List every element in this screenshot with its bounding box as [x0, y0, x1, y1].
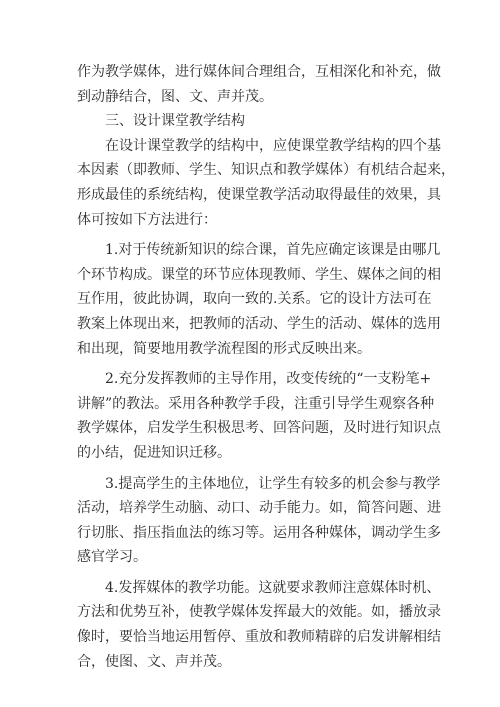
list-item-3	[77, 472, 441, 570]
text-line: 在设计课堂教学的结构中，应使课堂教学结构的四个基	[105, 137, 441, 154]
text-line: 2.充分发挥教师的主导作用，改变传统的“一支粉笔+	[105, 371, 432, 388]
text-line: 活动，培养学生动脑、动口、动手能力。如，简答问题、进	[77, 500, 441, 517]
text-line: 教案上体现出来，把教师的活动、学生的活动、媒体的选用	[77, 315, 441, 332]
text-line: 本因素（即教师、学生、知识点和教学媒体）有机结合起来，	[77, 162, 455, 179]
text-line: 到动静结合，图、文、声并茂。	[77, 88, 273, 105]
text-line: 3.提高学生的主体地位，让学生有较多的机会参与教学	[105, 475, 441, 492]
list-item-2	[77, 367, 441, 465]
structure-paragraph	[77, 134, 455, 232]
text-line: 方法和优势互补，使教学媒体发挥最大的效能。如，播放录	[77, 604, 441, 621]
text-line: 的小结，促进知识迁移。	[77, 444, 231, 461]
section-heading	[77, 109, 427, 134]
list-item-4	[77, 576, 441, 674]
text-line: 合，使图、文、声并茂。	[77, 653, 231, 670]
section-heading-text: 三、设计课堂教学结构	[105, 113, 245, 130]
text-line: 1.对于传统新知识的综合课，首先应确定该课是由哪几	[105, 242, 441, 259]
text-line: 个环节构成。课堂的环节应体现教师、学生、媒体之间的相	[77, 266, 441, 283]
text-line: 4.发挥媒体的教学功能。这就要求教师注意媒体时机、	[105, 579, 441, 596]
text-line: 像时，要恰当地运用暂停、重放和教师精辟的启发讲解相结	[77, 629, 441, 646]
text-line: 和出现，简要地用教学流程图的形式反映出来。	[77, 340, 371, 357]
intro-paragraph	[77, 60, 441, 109]
text-line: 体可按如下方法进行：	[77, 211, 217, 228]
text-line: 作为教学媒体，进行媒体间合理组合，互相深化和补充，做	[77, 64, 441, 80]
text-line: 讲解”的教法。采用各种教学手段，注重引导学生观察各种	[77, 395, 435, 412]
text-line: 形成最佳的系统结构，使课堂教学活动取得最佳的效果，具	[77, 186, 441, 203]
list-item-1	[77, 238, 441, 361]
text-line: 教学媒体，启发学生积极思考、回答问题，及时进行知识点	[77, 420, 441, 437]
text-line: 互作用，彼此协调，取向一致的.关系。它的设计方法可在	[77, 291, 432, 308]
document-body	[77, 60, 455, 674]
text-line: 行切胀、指压指血法的练习等。运用各种媒体，调动学生多	[77, 524, 441, 541]
text-line: 感官学习。	[77, 549, 147, 566]
